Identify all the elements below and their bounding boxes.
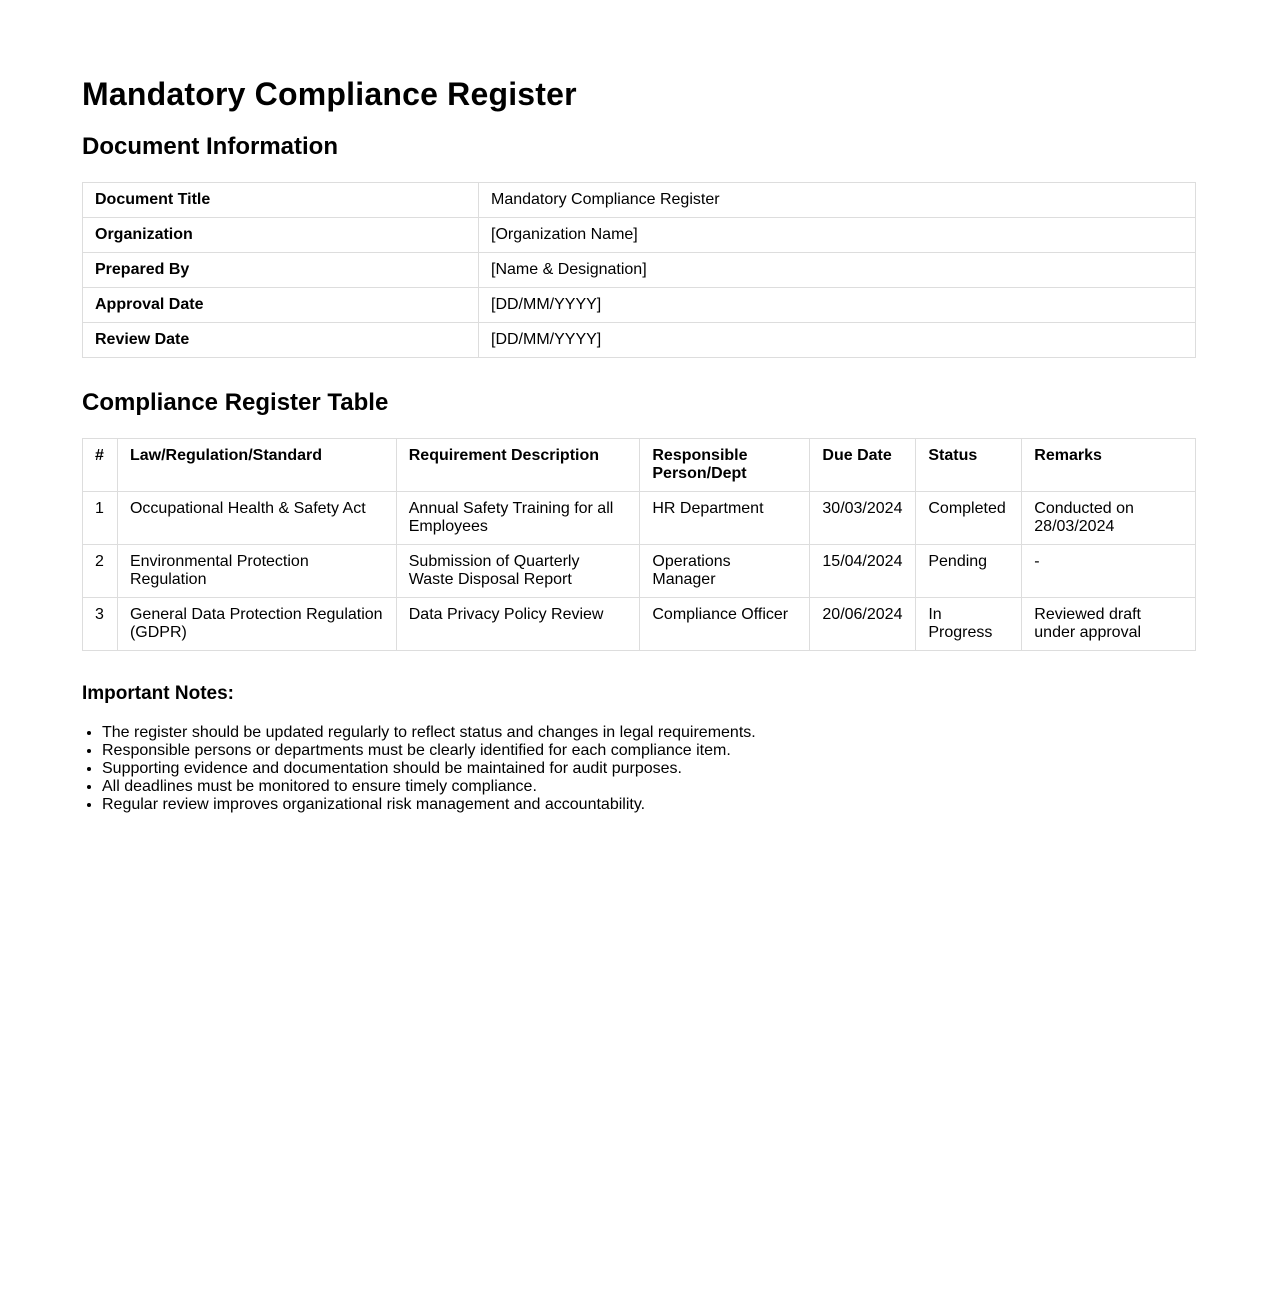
- cell-law: General Data Protection Regulation (GDPR): [117, 598, 396, 651]
- table-row: [83, 288, 1196, 323]
- cell-law: Occupational Health & Safety Act: [117, 492, 396, 545]
- column-header-responsible: Responsible Person/Dept: [640, 439, 810, 492]
- info-value: [DD/MM/YYYY]: [479, 288, 1196, 323]
- table-row: [83, 183, 1196, 218]
- list-item: • All deadlines must be monitored to ensure timely compliance.: [102, 778, 1196, 796]
- compliance-register-table: [82, 438, 1196, 651]
- cell-responsible: HR Department: [640, 492, 810, 545]
- info-value: [DD/MM/YYYY]: [479, 323, 1196, 358]
- table-row: [83, 323, 1196, 358]
- cell-responsible: Compliance Officer: [640, 598, 810, 651]
- list-item: • Regular review improves organizational risk management and accountability.: [102, 796, 1196, 814]
- info-value: [Name & Designation]: [479, 253, 1196, 288]
- page-title: Mandatory Compliance Register: [82, 76, 577, 112]
- column-header-requirement: Requirement Description: [396, 439, 640, 492]
- cell-status: Completed: [916, 492, 1022, 545]
- cell-remarks: -: [1022, 545, 1196, 598]
- cell-status: In Progress: [916, 598, 1022, 651]
- cell-law: Environmental Protection Regulation: [117, 545, 396, 598]
- document-information-heading: Document Information: [82, 133, 338, 160]
- info-label: Prepared By: [83, 253, 479, 288]
- cell-number: 3: [83, 598, 118, 651]
- cell-due-date: 15/04/2024: [810, 545, 916, 598]
- column-header-status: Status: [916, 439, 1022, 492]
- table-row: [83, 545, 1196, 598]
- cell-requirement: Annual Safety Training for all Employees: [396, 492, 640, 545]
- compliance-register-heading: Compliance Register Table: [82, 389, 389, 416]
- table-row: [83, 492, 1196, 545]
- cell-due-date: 20/06/2024: [810, 598, 916, 651]
- list-item: • Responsible persons or departments must be clearly identified for each compliance item.: [102, 742, 1196, 760]
- column-header-law: Law/Regulation/Standard: [117, 439, 396, 492]
- table-row: [83, 598, 1196, 651]
- table-header-row: [83, 439, 1196, 492]
- cell-number: 2: [83, 545, 118, 598]
- column-header-due-date: Due Date: [810, 439, 916, 492]
- cell-remarks: Conducted on 28/03/2024: [1022, 492, 1196, 545]
- cell-responsible: Operations Manager: [640, 545, 810, 598]
- cell-number: 1: [83, 492, 118, 545]
- info-value: Mandatory Compliance Register: [479, 183, 1196, 218]
- cell-requirement: Data Privacy Policy Review: [396, 598, 640, 651]
- list-item: • The register should be updated regularly to reflect status and changes in legal requirements.: [102, 724, 1196, 742]
- info-value: [Organization Name]: [479, 218, 1196, 253]
- important-notes-list: [82, 724, 1196, 814]
- table-row: [83, 253, 1196, 288]
- info-label: Organization: [83, 218, 479, 253]
- column-header-remarks: Remarks: [1022, 439, 1196, 492]
- cell-due-date: 30/03/2024: [810, 492, 916, 545]
- cell-remarks: Reviewed draft under approval: [1022, 598, 1196, 651]
- table-row: [83, 218, 1196, 253]
- list-item: • Supporting evidence and documentation should be maintained for audit purposes.: [102, 760, 1196, 778]
- important-notes-heading: Important Notes:: [82, 683, 234, 704]
- info-label: Document Title: [83, 183, 479, 218]
- cell-status: Pending: [916, 545, 1022, 598]
- cell-requirement: Submission of Quarterly Waste Disposal Report: [396, 545, 640, 598]
- document-information-table: [82, 182, 1196, 358]
- info-label: Review Date: [83, 323, 479, 358]
- info-label: Approval Date: [83, 288, 479, 323]
- column-header-number: #: [83, 439, 118, 492]
